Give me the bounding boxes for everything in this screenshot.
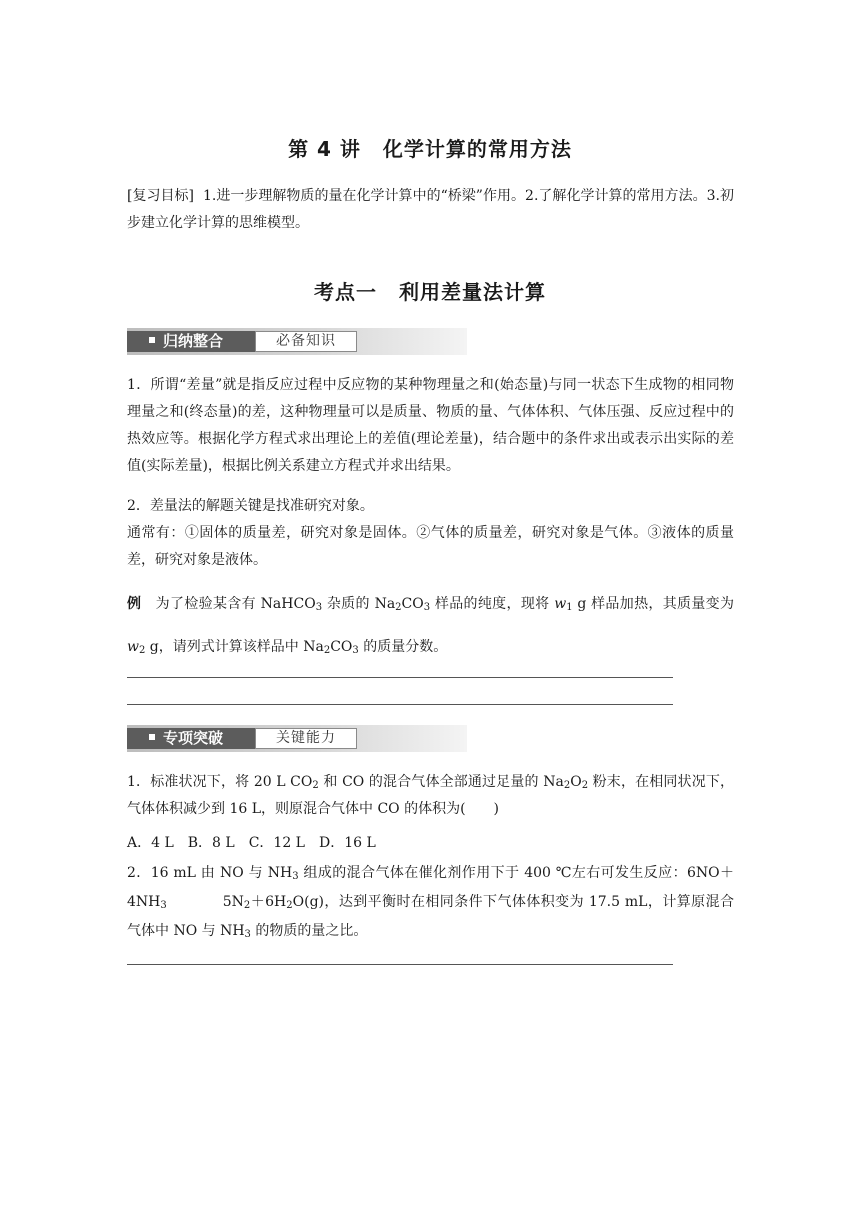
- knowledge-point-3: 通常有：①固体的质量差，研究对象是固体。②气体的质量差，研究对象是气体。③液体的质量差，研究对象是液体。: [127, 525, 734, 568]
- lecture-title: [0, 133, 860, 162]
- objectives-label: [复习目标]: [127, 188, 195, 204]
- banner-practice-light: 关键能力: [255, 728, 357, 749]
- section-number: 考点一: [314, 280, 377, 304]
- lecture-name: 化学计算的常用方法: [382, 137, 572, 161]
- review-objectives: [127, 183, 734, 237]
- answer-line-3[interactable]: [127, 964, 673, 965]
- section-name: 利用差量法计算: [399, 280, 546, 304]
- lecture-number: 第 4 讲: [288, 137, 361, 161]
- question-2: 2．16 mL 由 NO 与 $NH_3$ 组成的混合气体在催化剂作用下于 400 ℃左右可发生反应：$6NO+4NH_3$ $5N_2+6H_2O(g)$，达到平衡时在相同条件下气体体积变为 17.5 mL，计算原混合气体中 NO 与 $NH_3$ 的物质的量之比。: [127, 865, 734, 940]
- example-label: 例: [127, 596, 142, 612]
- section-title: [0, 276, 860, 305]
- answer-line-2[interactable]: [127, 704, 673, 705]
- answer-line-1[interactable]: [127, 677, 673, 678]
- objectives-text: 1.进一步理解物质的量在化学计算中的“桥梁”作用。2.了解化学计算的常用方法。3.初步建立化学计算的思维模型。: [127, 188, 734, 231]
- banner-practice: [127, 725, 467, 752]
- knowledge-point-2: 2．差量法的解题关键是找准研究对象。: [127, 498, 374, 514]
- banner-summary-light: 必备知识: [255, 331, 357, 352]
- square-bullet-icon: [149, 337, 155, 343]
- square-bullet-icon: [149, 734, 155, 740]
- banner-summary: [127, 328, 467, 355]
- banner-practice-dark: 专项突破: [127, 728, 255, 749]
- knowledge-point-1: 1．所谓“差量”就是指反应过程中反应物的某种物理量之和(始态量)与同一状态下生成物的相同物理量之和(终态量)的差，这种物理量可以是质量、物质的量、气体体积、气体压强、反应过程中的热效应等。根据化学方程式求出理论上的差值(理论差量)，结合题中的条件求出或表示出实际的差值(实际差量)，根据比例关系建立方程式并求出结果。: [127, 377, 734, 474]
- example-problem: 例 为了检验某含有 NaHCO$_3$ 杂质的 $Na_2CO_3$ 样品的纯度，现将 $w_1$ g 样品加热，其质量变为$w_2$ g，请列式计算该样品中 $Na_2CO_3$ 的质量分数。: [127, 596, 735, 656]
- banner-summary-dark: 归纳整合: [127, 331, 255, 352]
- question-1-options: A．4 L B．8 L C．12 L D．16 L: [127, 835, 376, 851]
- question-1: 1．标准状况下，将 20 L $CO_2$ 和 CO 的混合气体全部通过足量的 $Na_2O_2$ 粉末，在相同状况下，气体体积减少到 16 L，则原混合气体中 CO 的体积为( ): [127, 774, 734, 817]
